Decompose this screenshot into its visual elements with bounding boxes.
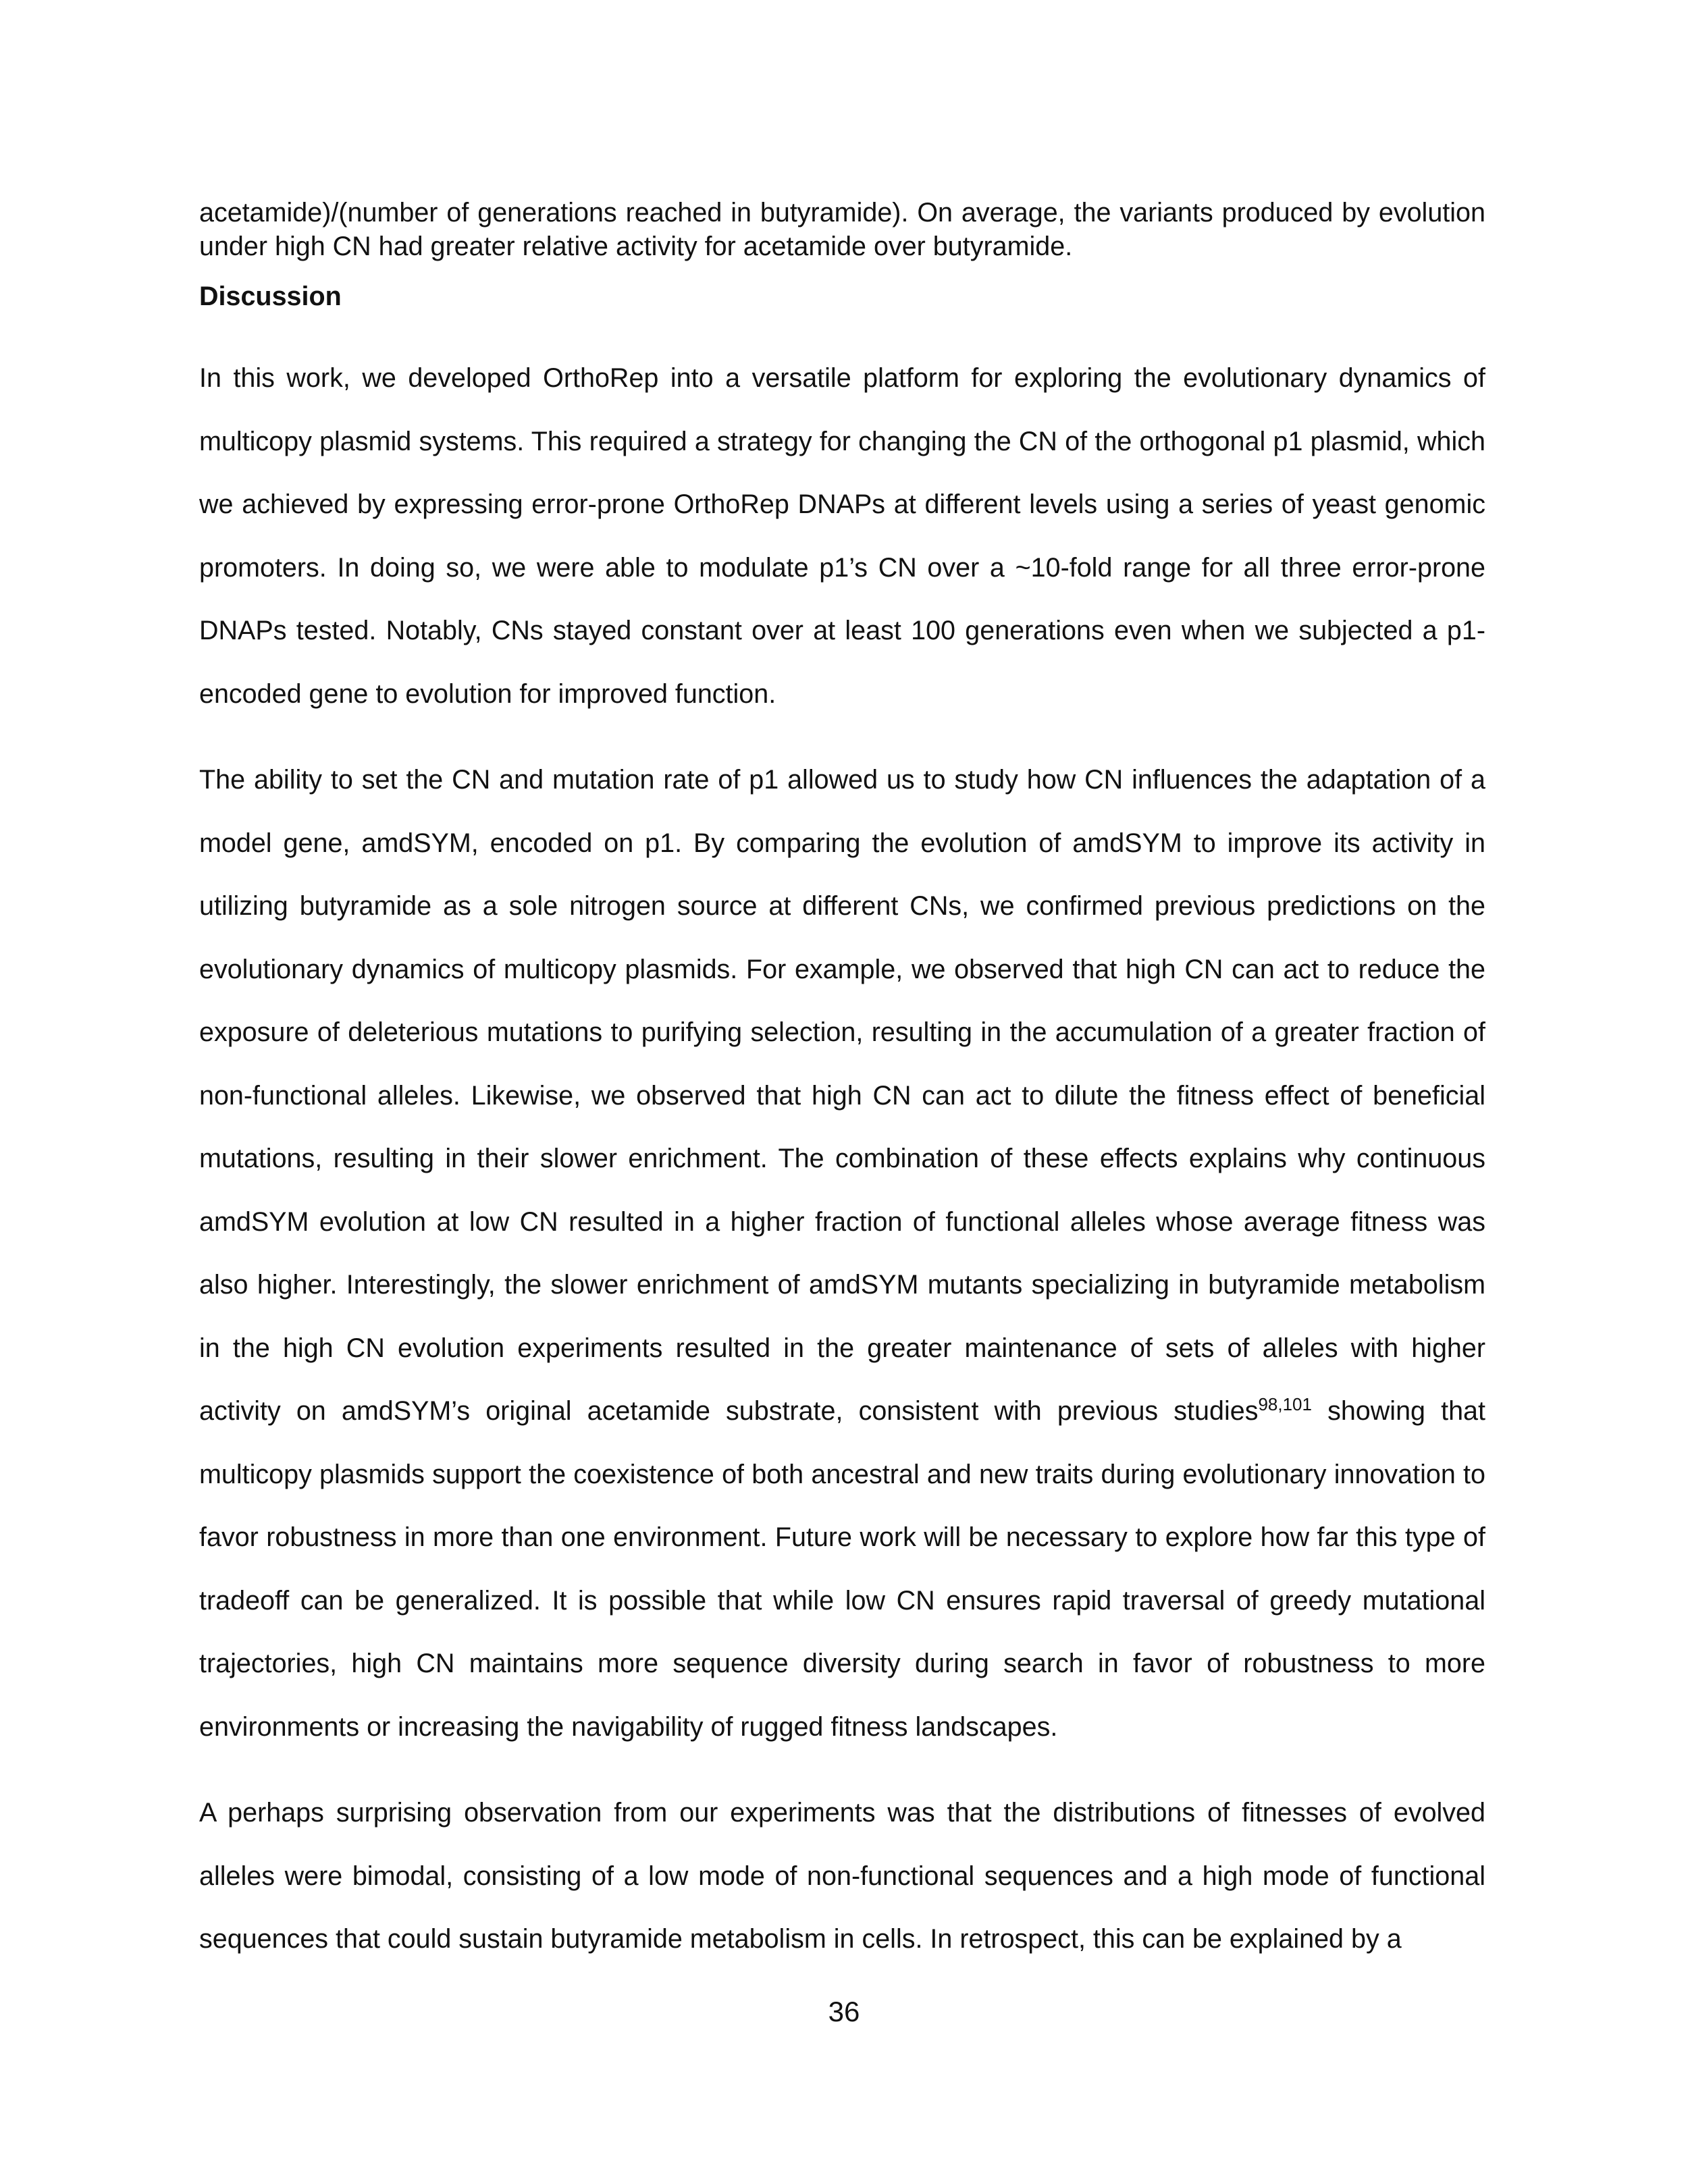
page-number: 36 [828,1996,860,2027]
paragraph-2-text-b: showing that multicopy plasmids support the coexistence of both ancestral and new traits during evolutionary innovation to favor robustness in more than one environment. Future work will be necessary to explore how far this type of tradeoff can be generalized. It is possible that while low CN ensures rapid traversal of greedy mutational trajectories, high CN maintains more sequence diversity during search in favor of robustness to more environments or increasing the navigability of rugged fitness landscapes. [199,1396,1486,1742]
paragraph-1: In this work, we developed OrthoRep into a versatile platform for exploring the evolutionary dynamics of multicopy plasmid systems. This required a strategy for changing the CN of the orthogonal p1 plasmid, which we achieved by expressing error-prone OrthoRep DNAPs at different levels using a series of yeast genomic promoters. In doing so, we were able to modulate p1’s CN over a ~10-fold range for all three error-prone DNAPs tested. Notably, CNs stayed constant over at least 100 generations even when we subjected a p1-encoded gene to evolution for improved function. [199,363,1485,709]
section-heading-discussion: Discussion [199,282,342,311]
page-body [199,196,1485,1971]
citation-superscript: 98,101 [1258,1394,1312,1414]
continuation-paragraph: acetamide)/(number of generations reached in butyramide). On average, the variants produced by evolution under high CN had greater relative activity for acetamide over butyramide. [199,198,1485,261]
paragraph-3: A perhaps surprising observation from our experiments was that the distributions of fitnesses of evolved alleles were bimodal, consisting of a low mode of non-functional sequences and a high mode of functional sequences that could sustain butyramide metabolism in cells. In retrospect, this can be explained by a [199,1798,1485,1954]
paragraph-2 [199,749,1485,1759]
paragraph-2-text-a: The ability to set the CN and mutation rate of p1 allowed us to study how CN influences the adaptation of a model gene, amdSYM, encoded on p1. By comparing the evolution of amdSYM to improve its activity in utilizing butyramide as a sole nitrogen source at different CNs, we confirmed previous predictions on the evolutionary dynamics of multicopy plasmids. For example, we observed that high CN can act to reduce the exposure of deleterious mutations to purifying selection, resulting in the accumulation of a greater fraction of non-functional alleles. Likewise, we observed that high CN can act to dilute the fitness effect of beneficial mutations, resulting in their slower enrichment. The combination of these effects explains why continuous amdSYM evolution at low CN resulted in a higher fraction of functional alleles whose average fitness was also higher. Interestingly, the slower enrichment of amdSYM mutants specializing in butyramide metabolism in the high CN evolution experiments resulted in the greater maintenance of sets of alleles with higher activity on amdSYM’s original acetamide substrate, consistent with previous studies [199,765,1485,1426]
